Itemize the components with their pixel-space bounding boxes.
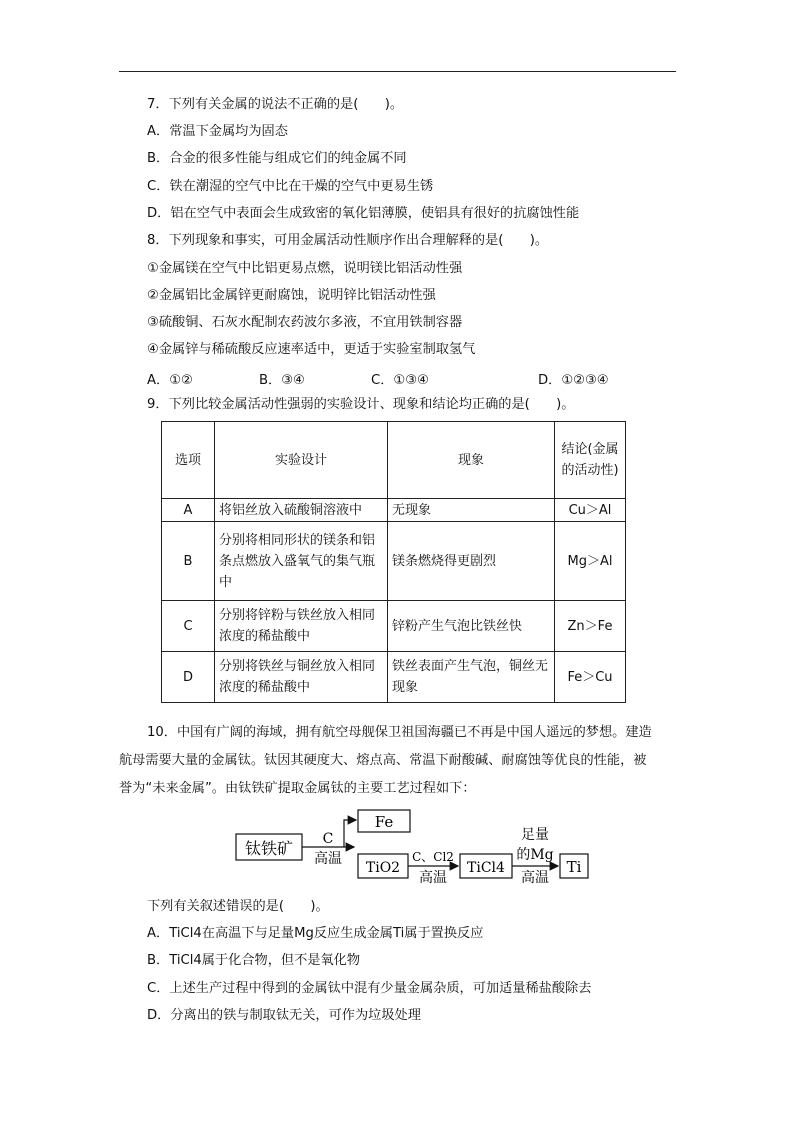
q8-option-c: C．①③④ — [371, 373, 429, 388]
row-design: 分别将铁丝与铜丝放入相同浓度的稀盐酸中 — [215, 652, 388, 703]
q10-option-d: D．分离出的铁与制取钛无关，可作为垃圾处理 — [147, 1008, 421, 1023]
box-ticl4-label: TiCl4 — [467, 860, 505, 876]
q10-option-a: A．TiCl4在高温下与足量Mg反应生成金属Ti属于置换反应 — [147, 926, 484, 941]
row-design: 分别将锌粉与铁丝放入相同浓度的稀盐酸中 — [215, 601, 388, 652]
header-design: 实验设计 — [215, 422, 388, 499]
q8-options — [147, 369, 667, 387]
q10-option-b: B．TiCl4属于化合物，但不是氧化物 — [147, 953, 361, 968]
q8-statement-4: ④金属锌与稀硫酸反应速率适中，更适于实验室制取氢气 — [147, 342, 476, 357]
arrow3-bottom-label: 高温 — [521, 870, 549, 886]
row-phenomenon: 铁丝表面产生气泡，铜丝无现象 — [388, 652, 555, 703]
q7-stem: 7．下列有关金属的说法不正确的是( )。 — [147, 97, 404, 112]
q8-option-b: B．③④ — [259, 373, 305, 388]
q10-intro-line-1: 10．中国有广阔的海域，拥有航空母舰保卫祖国海疆已不再是中国人遥远的梦想。建造 — [147, 725, 652, 740]
box-fe-label: Fe — [374, 813, 394, 831]
q10-stem: 下列有关叙述错误的是( )。 — [147, 899, 329, 914]
q8-option-d: D．①②③④ — [538, 373, 609, 388]
row-option: D — [162, 652, 215, 703]
q8-statement-1: ①金属镁在空气中比铝更易点燃，说明镁比铝活动性强 — [147, 261, 463, 276]
table-row — [162, 499, 626, 522]
arrow2-bottom-label: 高温 — [419, 870, 447, 886]
row-design: 分别将相同形状的镁条和铝条点燃放入盛氧气的集气瓶中 — [215, 522, 388, 601]
table-row — [162, 652, 626, 703]
q10-option-c: C．上述生产过程中得到的金属钛中混有少量金属杂质，可加适量稀盐酸除去 — [147, 981, 592, 996]
row-conclusion: Mg＞Al — [555, 522, 626, 601]
row-phenomenon: 镁条燃烧得更剧烈 — [388, 522, 555, 601]
q10-intro-line-3: 誉为“未来金属”。由钛铁矿提取金属钛的主要工艺过程如下： — [119, 781, 476, 796]
header-option: 选项 — [162, 422, 215, 499]
row-conclusion: Zn＞Fe — [555, 601, 626, 652]
table-row — [162, 601, 626, 652]
arrow2-top-label: C、Cl2 — [412, 850, 454, 864]
q7-option-a: A．常温下金属均为固态 — [147, 124, 288, 139]
arrow3-top-label-2: 的Mg — [516, 847, 554, 863]
arrow1-top-label: C — [322, 831, 334, 847]
row-option: B — [162, 522, 215, 601]
box-tio2-label: TiO2 — [365, 860, 401, 876]
q8-option-a: A．①② — [147, 373, 193, 388]
q9-table — [161, 421, 626, 703]
q8-statement-2: ②金属铝比金属锌更耐腐蚀，说明锌比铝活动性强 — [147, 288, 436, 303]
q9-stem: 9．下列比较金属活动性强弱的实验设计、现象和结论均正确的是( )。 — [147, 397, 575, 412]
q7-option-b: B．合金的很多性能与组成它们的纯金属不同 — [147, 151, 407, 166]
header-phenomenon: 现象 — [388, 422, 555, 499]
process-flow-diagram — [232, 806, 592, 886]
table-row — [162, 522, 626, 601]
header-conclusion: 结论(金属的活动性) — [555, 422, 626, 499]
row-conclusion: Cu＞Al — [555, 499, 626, 522]
q8-statement-3: ③硫酸铜、石灰水配制农药波尔多液，不宜用铁制容器 — [147, 315, 463, 330]
row-phenomenon: 锌粉产生气泡比铁丝快 — [388, 601, 555, 652]
q7-option-d: D．铝在空气中表面会生成致密的氧化铝薄膜，使铝具有很好的抗腐蚀性能 — [147, 206, 580, 221]
box-start-label: 钛铁矿 — [244, 839, 294, 858]
box-ti-label: Ti — [566, 858, 582, 876]
header-rule — [119, 71, 676, 72]
q10-intro-line-2: 航母需要大量的金属钛。钛因其硬度大、熔点高、常温下耐酸碱、耐腐蚀等优良的性能，被 — [119, 753, 647, 768]
row-conclusion: Fe＞Cu — [555, 652, 626, 703]
table-header-row — [162, 422, 626, 499]
arrow-to-fe — [344, 820, 356, 847]
row-phenomenon: 无现象 — [388, 499, 555, 522]
row-option: A — [162, 499, 215, 522]
arrow1-bottom-label: 高温 — [314, 851, 342, 867]
arrow3-top-label-1: 足量 — [521, 827, 549, 843]
row-design: 将铝丝放入硫酸铜溶液中 — [215, 499, 388, 522]
q7-option-c: C．铁在潮湿的空气中比在干燥的空气中更易生锈 — [147, 179, 434, 194]
row-option: C — [162, 601, 215, 652]
q8-stem: 8．下列现象和事实，可用金属活动性顺序作出合理解释的是( )。 — [147, 233, 549, 248]
